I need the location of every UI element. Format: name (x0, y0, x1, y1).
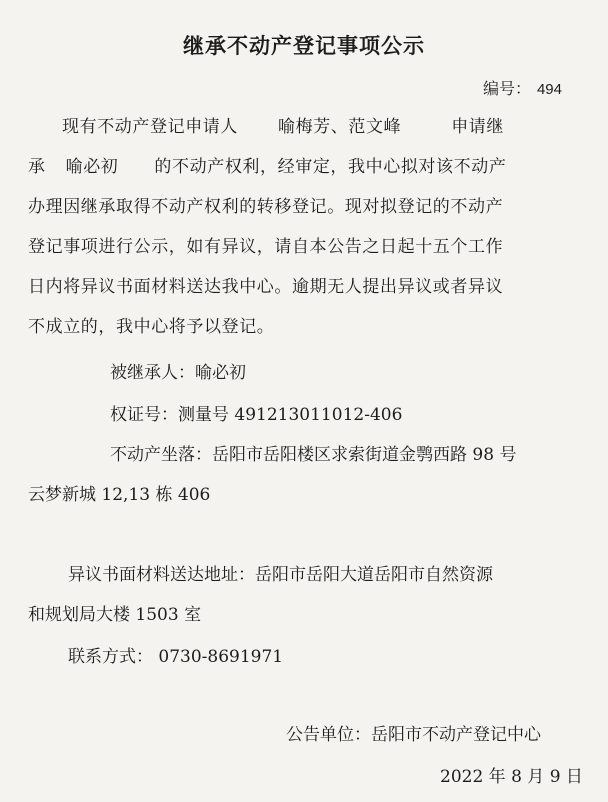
notice-number-value: 494 (536, 81, 562, 98)
location-field-line-1: 不动产坐落：岳阳市岳阳楼区求索街道金鹗西路 98 号 (110, 445, 517, 465)
deceased-name: 喻必初 (65, 157, 119, 177)
notice-number-label: 编号： (482, 79, 531, 98)
notice-number (483, 76, 562, 99)
objection-address-line-2: 和规划局大楼 1503 室 (28, 605, 202, 625)
notice-date: 2022 年 8 月 9 日 (440, 767, 583, 787)
applicant-names: 喻梅芳、范文峰 (278, 117, 402, 137)
paragraph-line-2 (28, 152, 506, 177)
issuer-signature: 公告单位：岳阳市不动产登记中心 (286, 725, 541, 745)
paragraph-line-2-start: 承 (28, 157, 46, 177)
heir-field: 被继承人：喻必初 (110, 363, 246, 383)
location-field-line-2: 云梦新城 12,13 栋 406 (28, 485, 211, 505)
paragraph-line-3: 办理因继承取得不动产权利的转移登记。现对拟登记的不动产 (28, 197, 504, 217)
page-title: 继承不动产登记事项公示 (183, 34, 425, 58)
paragraph-line-1-end: 申请继 (451, 117, 505, 137)
paragraph-line-6: 不成立的，我中心将予以登记。 (28, 317, 275, 337)
paragraph-line-5: 日内将异议书面材料送达我中心。逾期无人提出异议或者异议 (28, 277, 504, 297)
contact-field: 联系方式： 0730-8691971 (68, 647, 284, 667)
paragraph-line-4: 登记事项进行公示，如有异议，请自本公告之日起十五个工作 (28, 237, 504, 257)
objection-address-line-1: 异议书面材料送达地址：岳阳市岳阳大道岳阳市自然资源 (68, 565, 493, 585)
paragraph-line-1 (62, 112, 504, 137)
certificate-field: 权证号：测量号 491213011012-406 (110, 405, 403, 425)
paragraph-line-1-start: 现有不动产登记申请人 (62, 117, 238, 137)
paragraph-line-2-end: 的不动产权利，经审定，我中心拟对该不动产 (154, 157, 507, 177)
